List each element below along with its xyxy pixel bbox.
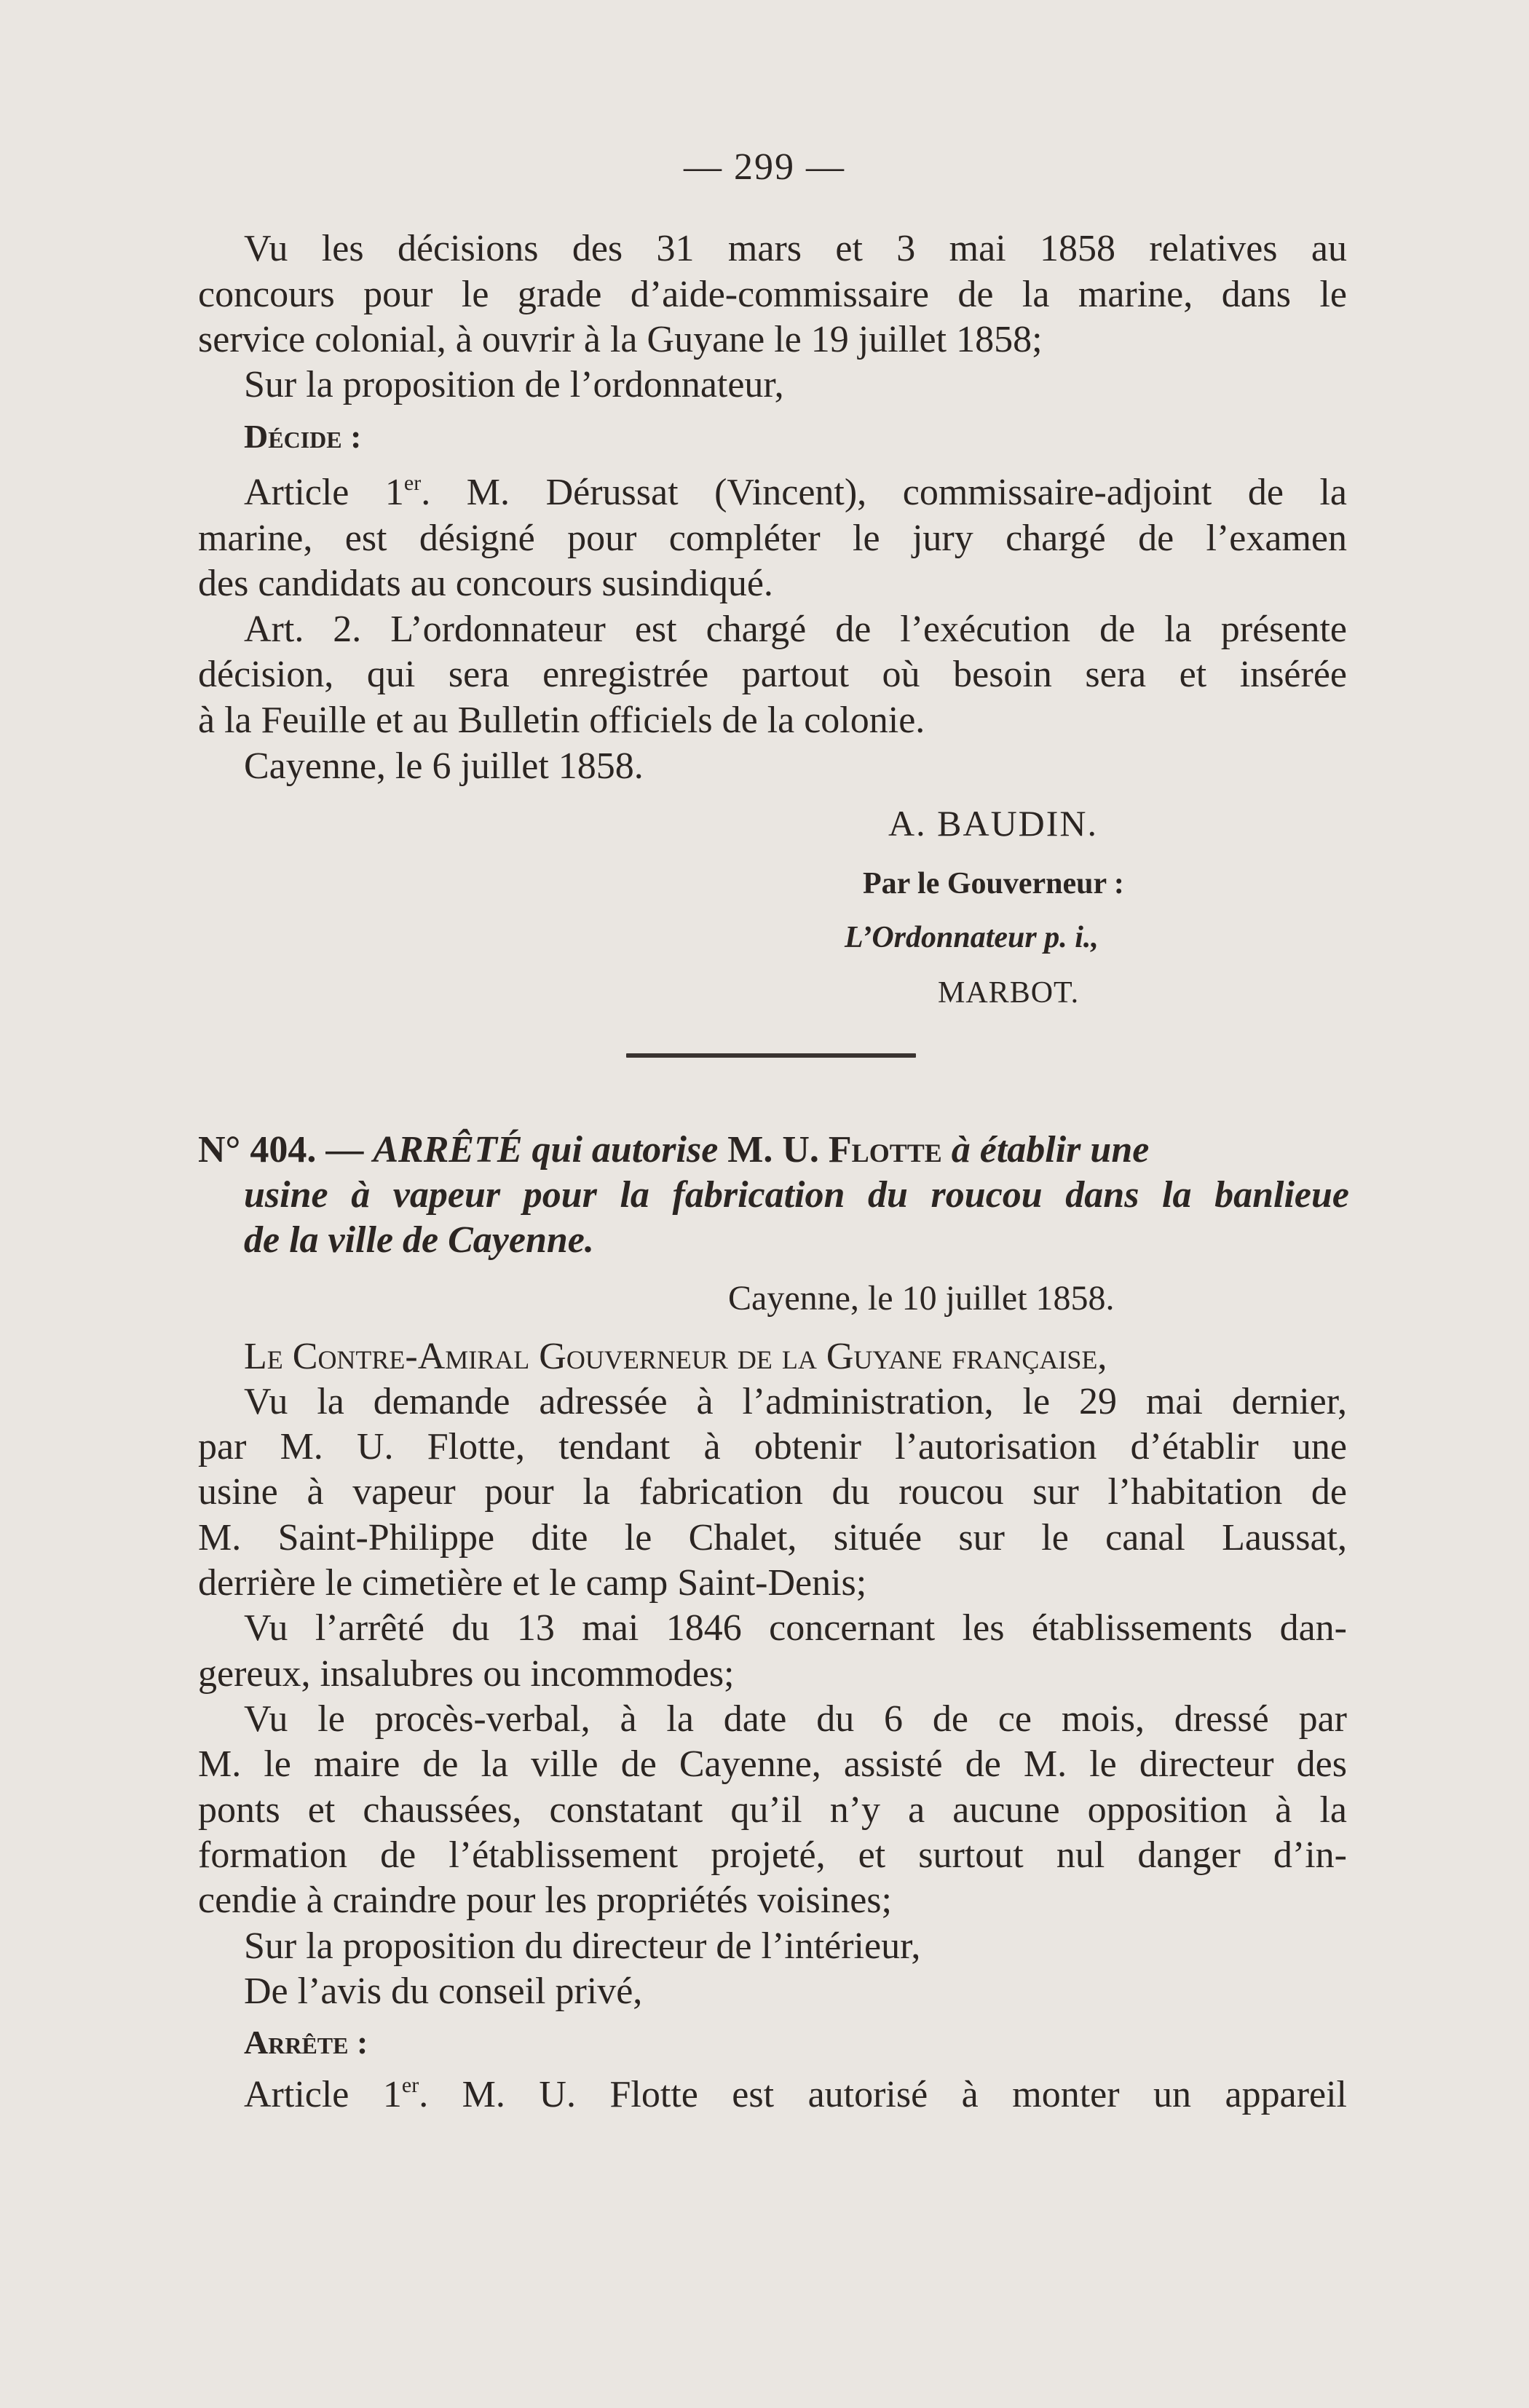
text-line: Vu la demande adressée à l’administration, le 29 mai dernier, bbox=[244, 1381, 1347, 1422]
text-line: service colonial, à ouvrir à la Guyane le 19 juillet 1858; bbox=[198, 319, 1043, 360]
text-line: Vu l’arrêté du 13 mai 1846 concernant les établissements dan- bbox=[244, 1607, 1347, 1649]
text-line: ponts et chaussées, constatant qu’il n’y a aucune opposition à la bbox=[198, 1789, 1347, 1831]
decide-heading: Décide : bbox=[244, 418, 362, 455]
arrete-title-line-2: usine à vapeur pour la fabrication du roucou dans la banlieue bbox=[244, 1174, 1349, 1216]
section-divider bbox=[626, 1053, 916, 1058]
signature-par-gouverneur: Par le Gouverneur : bbox=[863, 867, 1124, 900]
text-line: par M. U. Flotte, tendant à obtenir l’autorisation d’établir une bbox=[198, 1426, 1347, 1468]
text-line: Vu le procès-verbal, à la date du 6 de ce mois, dressé par bbox=[244, 1698, 1347, 1740]
signature-baudin: A. BAUDIN. bbox=[888, 803, 1099, 844]
text-line: gereux, insalubres ou incommodes; bbox=[198, 1653, 735, 1695]
arrete-article-1-rest: . M. U. Flotte est autorisé à monter un appareil bbox=[419, 2074, 1347, 2115]
arrete-article-1-line bbox=[244, 2072, 1347, 2118]
article-1-sup: er bbox=[403, 470, 422, 495]
article-1-label: Article 1 bbox=[244, 472, 404, 513]
text-line: Art. 2. L’ordonnateur est chargé de l’exécution de la présente bbox=[244, 609, 1347, 650]
arrete-title-part-2: à établir une bbox=[951, 1129, 1150, 1171]
arrete-title-line-1 bbox=[198, 1127, 1347, 1173]
arrete-heading: Arrête : bbox=[244, 2024, 368, 2061]
article-1-line bbox=[244, 470, 1347, 516]
article-1-rest: . M. Dérussat (Vincent), commissaire-adjoint de la bbox=[421, 472, 1347, 513]
arrete-dateline: Cayenne, le 10 juillet 1858. bbox=[728, 1279, 1115, 1318]
text-line: décision, qui sera enregistrée partout où besoin sera et insérée bbox=[198, 654, 1347, 695]
page-number: — 299 — bbox=[684, 146, 845, 188]
text-line: Le Contre-Amiral Gouverneur de la Guyane française, bbox=[244, 1336, 1107, 1377]
text-line: M. Saint-Philippe dite le Chalet, située sur le canal Laussat, bbox=[198, 1517, 1347, 1559]
arrete-title-line-3: de la ville de Cayenne. bbox=[244, 1219, 594, 1261]
text-line: De l’avis du conseil privé, bbox=[244, 1971, 643, 2012]
signature-marbot: MARBOT. bbox=[938, 976, 1080, 1010]
text-line: Sur la proposition de l’ordonnateur, bbox=[244, 364, 784, 405]
text-line: marine, est désigné pour compléter le jury chargé de l’examen bbox=[198, 518, 1347, 559]
arrete-number: N° 404. — bbox=[198, 1129, 364, 1171]
arrete-article-1-sup: er bbox=[401, 2072, 419, 2097]
decision-date: Cayenne, le 6 juillet 1858. bbox=[244, 745, 644, 787]
text-line: cendie à craindre pour les propriétés voisines; bbox=[198, 1880, 892, 1921]
signature-ordonnateur: L’Ordonnateur p. i., bbox=[845, 921, 1099, 954]
text-line: M. le maire de la ville de Cayenne, assisté de M. le directeur des bbox=[198, 1743, 1347, 1785]
arrete-title-name: M. U. Flotte bbox=[727, 1129, 942, 1171]
text-line: Vu les décisions des 31 mars et 3 mai 1858 relatives au bbox=[244, 228, 1347, 269]
text-line: concours pour le grade d’aide-commissaire de la marine, dans le bbox=[198, 274, 1347, 315]
text-line: derrière le cimetière et le camp Saint-Denis; bbox=[198, 1562, 867, 1604]
text-line: Sur la proposition du directeur de l’intérieur, bbox=[244, 1925, 921, 1967]
text-line: formation de l’établissement projeté, et surtout nul danger d’in- bbox=[198, 1834, 1347, 1876]
arrete-title-part-1: ARRÊTÉ qui autorise bbox=[373, 1129, 719, 1171]
text-line: des candidats au concours susindiqué. bbox=[198, 563, 773, 604]
arrete-article-1-label: Article 1 bbox=[244, 2074, 402, 2115]
text-line: usine à vapeur pour la fabrication du roucou sur l’habitation de bbox=[198, 1471, 1347, 1513]
text-line: à la Feuille et au Bulletin officiels de la colonie. bbox=[198, 700, 925, 741]
